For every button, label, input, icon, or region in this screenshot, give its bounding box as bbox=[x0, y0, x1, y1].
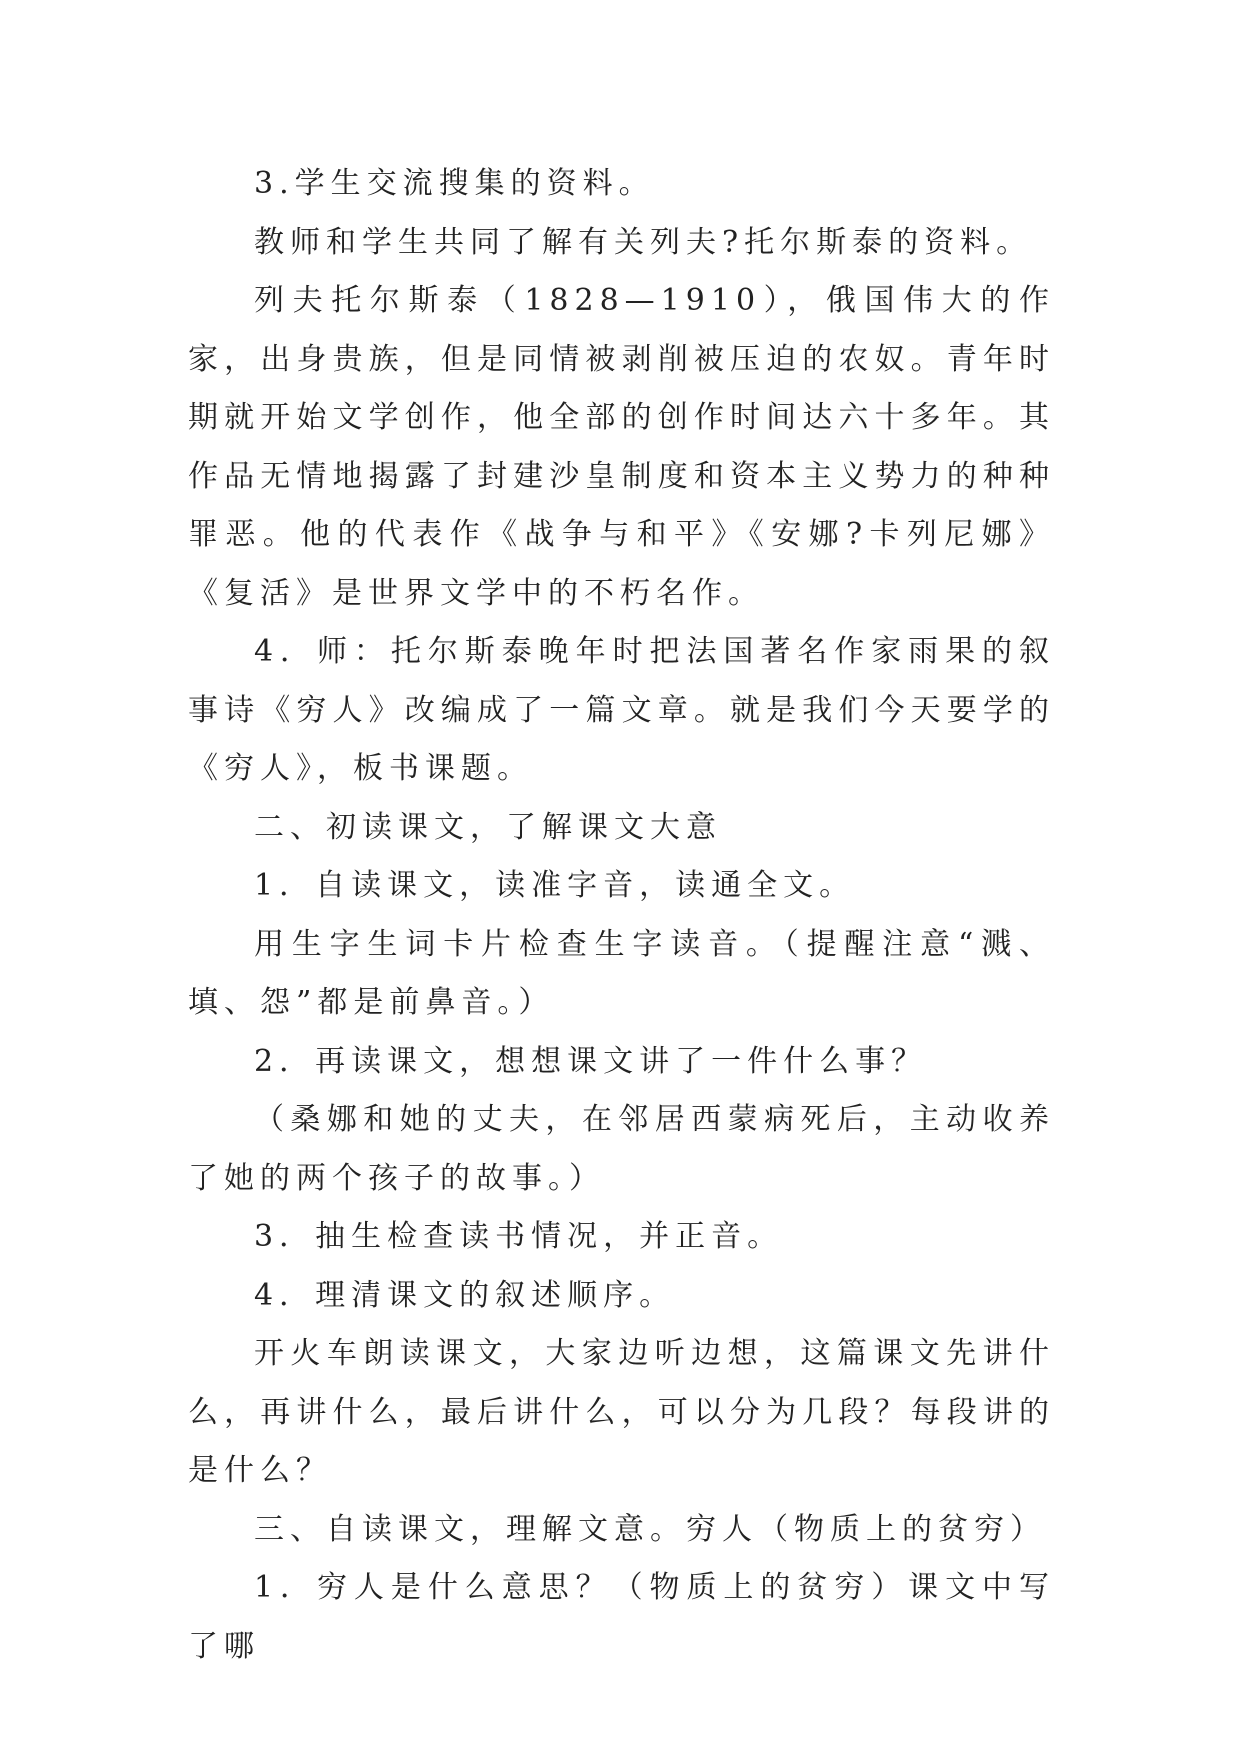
paragraph-read-1: 1．自读课文，读准字音，读通全文。 bbox=[254, 868, 856, 903]
paragraph-step-3: 3.学生交流搜集的资料。 bbox=[254, 166, 655, 201]
paragraph-tolstoy-bio: 列夫托尔斯泰（1828—1910），俄国伟大的作家，出身贵族，但是同情被剥削被压迫的农奴。青年时期就开始文学创作，他全部的创作时间达六十多年。其作品无情地揭露了封建沙皇制度和资本主义势力的种种罪恶。他的代表作《战争与和平》《安娜?卡列尼娜》《复活》是世界文学中的不朽名作。 bbox=[188, 283, 1055, 611]
paragraph-story-summary: （桑娜和她的丈夫，在邻居西蒙病死后，主动收养了她的两个孩子的故事。） bbox=[188, 1102, 1055, 1196]
paragraph-step-4: 4．师：托尔斯泰晚年时把法国著名作家雨果的叙事诗《穷人》改编成了一篇文章。就是我们今天要学的《穷人》，板书课题。 bbox=[188, 634, 1055, 786]
section-heading-2: 二、初读课文，了解课文大意 bbox=[254, 809, 722, 845]
paragraph-teacher-student: 教师和学生共同了解有关列夫?托尔斯泰的资料。 bbox=[254, 224, 1033, 260]
paragraph-read-4: 4．理清课文的叙述顺序。 bbox=[254, 1277, 676, 1313]
section-heading-3: 三、自读课文，理解文意。穷人（物质上的贫穷） bbox=[254, 1511, 1046, 1547]
paragraph-question-1: 1．穷人是什么意思？（物质上的贫穷）课文中写了哪 bbox=[188, 1570, 1055, 1664]
paragraph-train-reading: 开火车朗读课文，大家边听边想，这篇课文先讲什么，再讲什么，最后讲什么，可以分为几段？每段讲的是什么？ bbox=[188, 1336, 1055, 1488]
paragraph-read-2: 2．再读课文，想想课文讲了一件什么事？ bbox=[254, 1043, 928, 1079]
document-body bbox=[188, 155, 1055, 1676]
paragraph-read-3: 3．抽生检查读书情况，并正音。 bbox=[254, 1219, 784, 1254]
paragraph-word-cards: 用生字生词卡片检查生字读音。（提醒注意“溅、填、怨”都是前鼻音。） bbox=[188, 926, 1055, 1020]
